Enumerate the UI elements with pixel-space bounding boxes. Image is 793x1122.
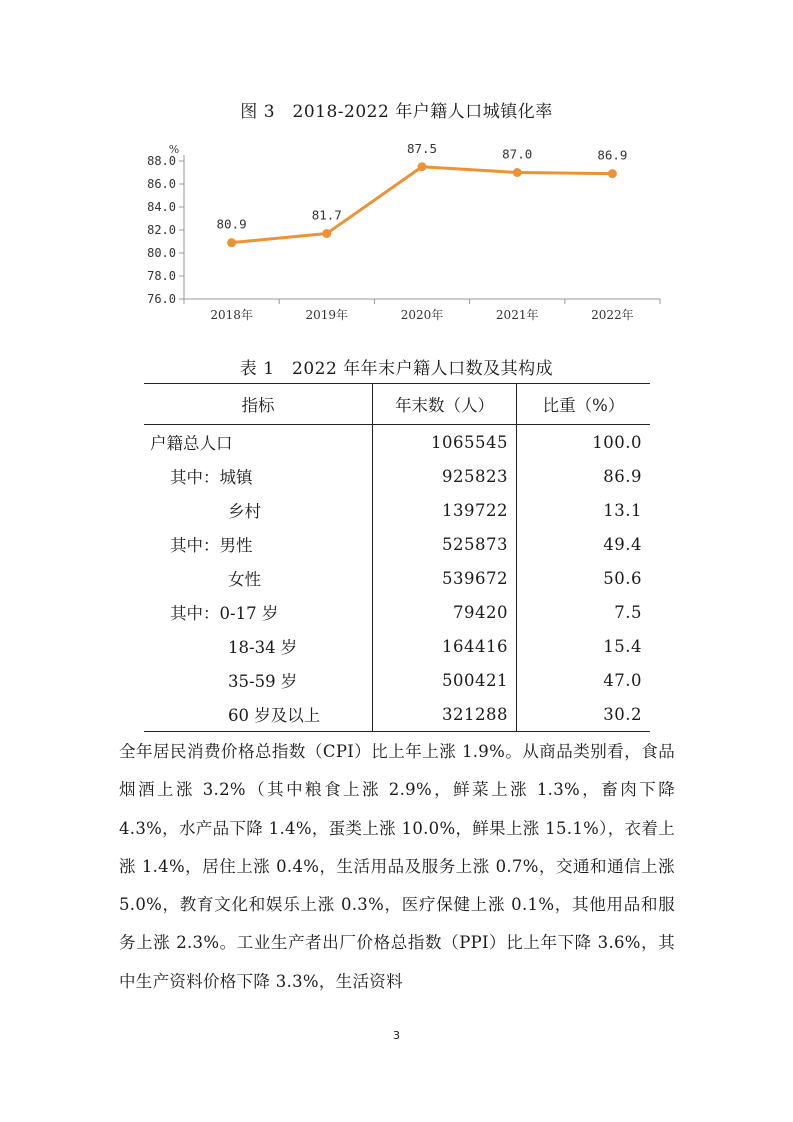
table-row xyxy=(144,561,650,595)
data-label: 86.9 xyxy=(597,147,628,163)
x-tick-label: 2020年 xyxy=(400,308,444,322)
data-point xyxy=(322,229,331,238)
data-point xyxy=(227,238,236,247)
row-share: 7.5 xyxy=(614,602,642,622)
row-count: 321288 xyxy=(373,697,517,732)
row-share: 50.6 xyxy=(603,568,642,588)
data-point xyxy=(418,162,427,171)
row-label: 户籍总人口 xyxy=(150,434,233,453)
data-point xyxy=(608,169,617,178)
row-label: 18-34 岁 xyxy=(228,638,298,657)
data-point xyxy=(513,168,522,177)
x-tick-label: 2018年 xyxy=(210,308,253,322)
x-tick-label: 2019年 xyxy=(305,308,349,322)
table-row xyxy=(144,595,650,629)
row-count: 539672 xyxy=(373,561,517,595)
table-title: 表 1 2022 年年末户籍人口数及其构成 xyxy=(239,359,554,379)
data-label: 80.9 xyxy=(216,216,247,232)
row-count: 79420 xyxy=(373,595,517,629)
table-row xyxy=(144,425,650,460)
table-row xyxy=(144,493,650,527)
row-share: 15.4 xyxy=(603,636,642,656)
header-count: 年末数（人） xyxy=(373,384,517,425)
row-share: 47.0 xyxy=(603,670,642,690)
population-table xyxy=(144,383,650,732)
row-label: 其中：0-17 岁 xyxy=(170,604,279,623)
row-share: 100.0 xyxy=(592,432,642,452)
chart-title: 图 3 2018-2022 年户籍人口城镇化率 xyxy=(240,102,553,122)
y-tick-label: 76.0 xyxy=(147,292,176,306)
row-count: 139722 xyxy=(373,493,517,527)
row-count: 500421 xyxy=(373,663,517,697)
row-label: 其中：男性 xyxy=(170,536,253,555)
header-indicator: 指标 xyxy=(144,384,373,425)
header-share: 比重（%） xyxy=(517,384,651,425)
urbanization-line-chart xyxy=(0,0,793,340)
page-number: 3 xyxy=(393,1029,400,1042)
row-share: 86.9 xyxy=(603,466,642,486)
row-label: 女性 xyxy=(228,570,261,589)
row-label: 60 岁及以上 xyxy=(144,697,373,732)
row-share: 13.1 xyxy=(603,500,642,520)
series-line xyxy=(232,167,613,243)
data-label: 87.5 xyxy=(406,140,438,156)
y-tick-label: 88.0 xyxy=(147,154,176,168)
x-tick-label: 2021年 xyxy=(495,308,539,322)
data-label: 87.0 xyxy=(502,146,533,162)
table-row xyxy=(144,459,650,493)
y-tick-label: 80.0 xyxy=(147,246,176,260)
row-count: 164416 xyxy=(373,629,517,663)
data-label: 81.7 xyxy=(311,207,342,223)
row-count: 1065545 xyxy=(373,425,517,460)
table-row xyxy=(144,663,650,697)
table-row xyxy=(144,527,650,561)
row-share: 49.4 xyxy=(603,534,642,554)
table-row xyxy=(144,629,650,663)
y-tick-label: 86.0 xyxy=(147,177,176,191)
row-share: 30.2 xyxy=(517,697,651,732)
row-count: 925823 xyxy=(373,459,517,493)
row-label: 乡村 xyxy=(228,502,261,521)
cpi-paragraph: 全年居民消费价格总指数（CPI）比上年上涨 1.9%。从商品类别看，食品烟酒上涨 3.2%（其中粮食上涨 2.9%，鲜菜上涨 1.3%，畜肉下降 4.3%，水产品下降 1.4%，蛋类上涨 10.0%，鲜果上涨 15.1%），衣着上涨 1.4%，居住上涨 0.4%，生活用品及服务上涨 0.7%，交通和通信上涨 5.0%，教育文化和娱乐上涨 0.3%，医疗保健上涨 0.1%，其他用品和服务上涨 2.3%。工业生产者出厂价格总指数（PPI）比上年下降 3.6%，其中生产资料价格下降 3.3%，生活资料 xyxy=(119,742,675,991)
row-count: 525873 xyxy=(373,527,517,561)
row-label: 其中：城镇 xyxy=(170,468,253,487)
y-tick-label: 82.0 xyxy=(147,223,176,237)
table-row xyxy=(144,697,650,732)
y-tick-label: 84.0 xyxy=(147,200,176,214)
y-tick-label: 78.0 xyxy=(147,269,176,283)
x-tick-label: 2022年 xyxy=(591,308,634,322)
y-axis-unit: % xyxy=(168,143,180,156)
row-label: 35-59 岁 xyxy=(228,672,298,691)
table-header-row xyxy=(144,384,650,425)
